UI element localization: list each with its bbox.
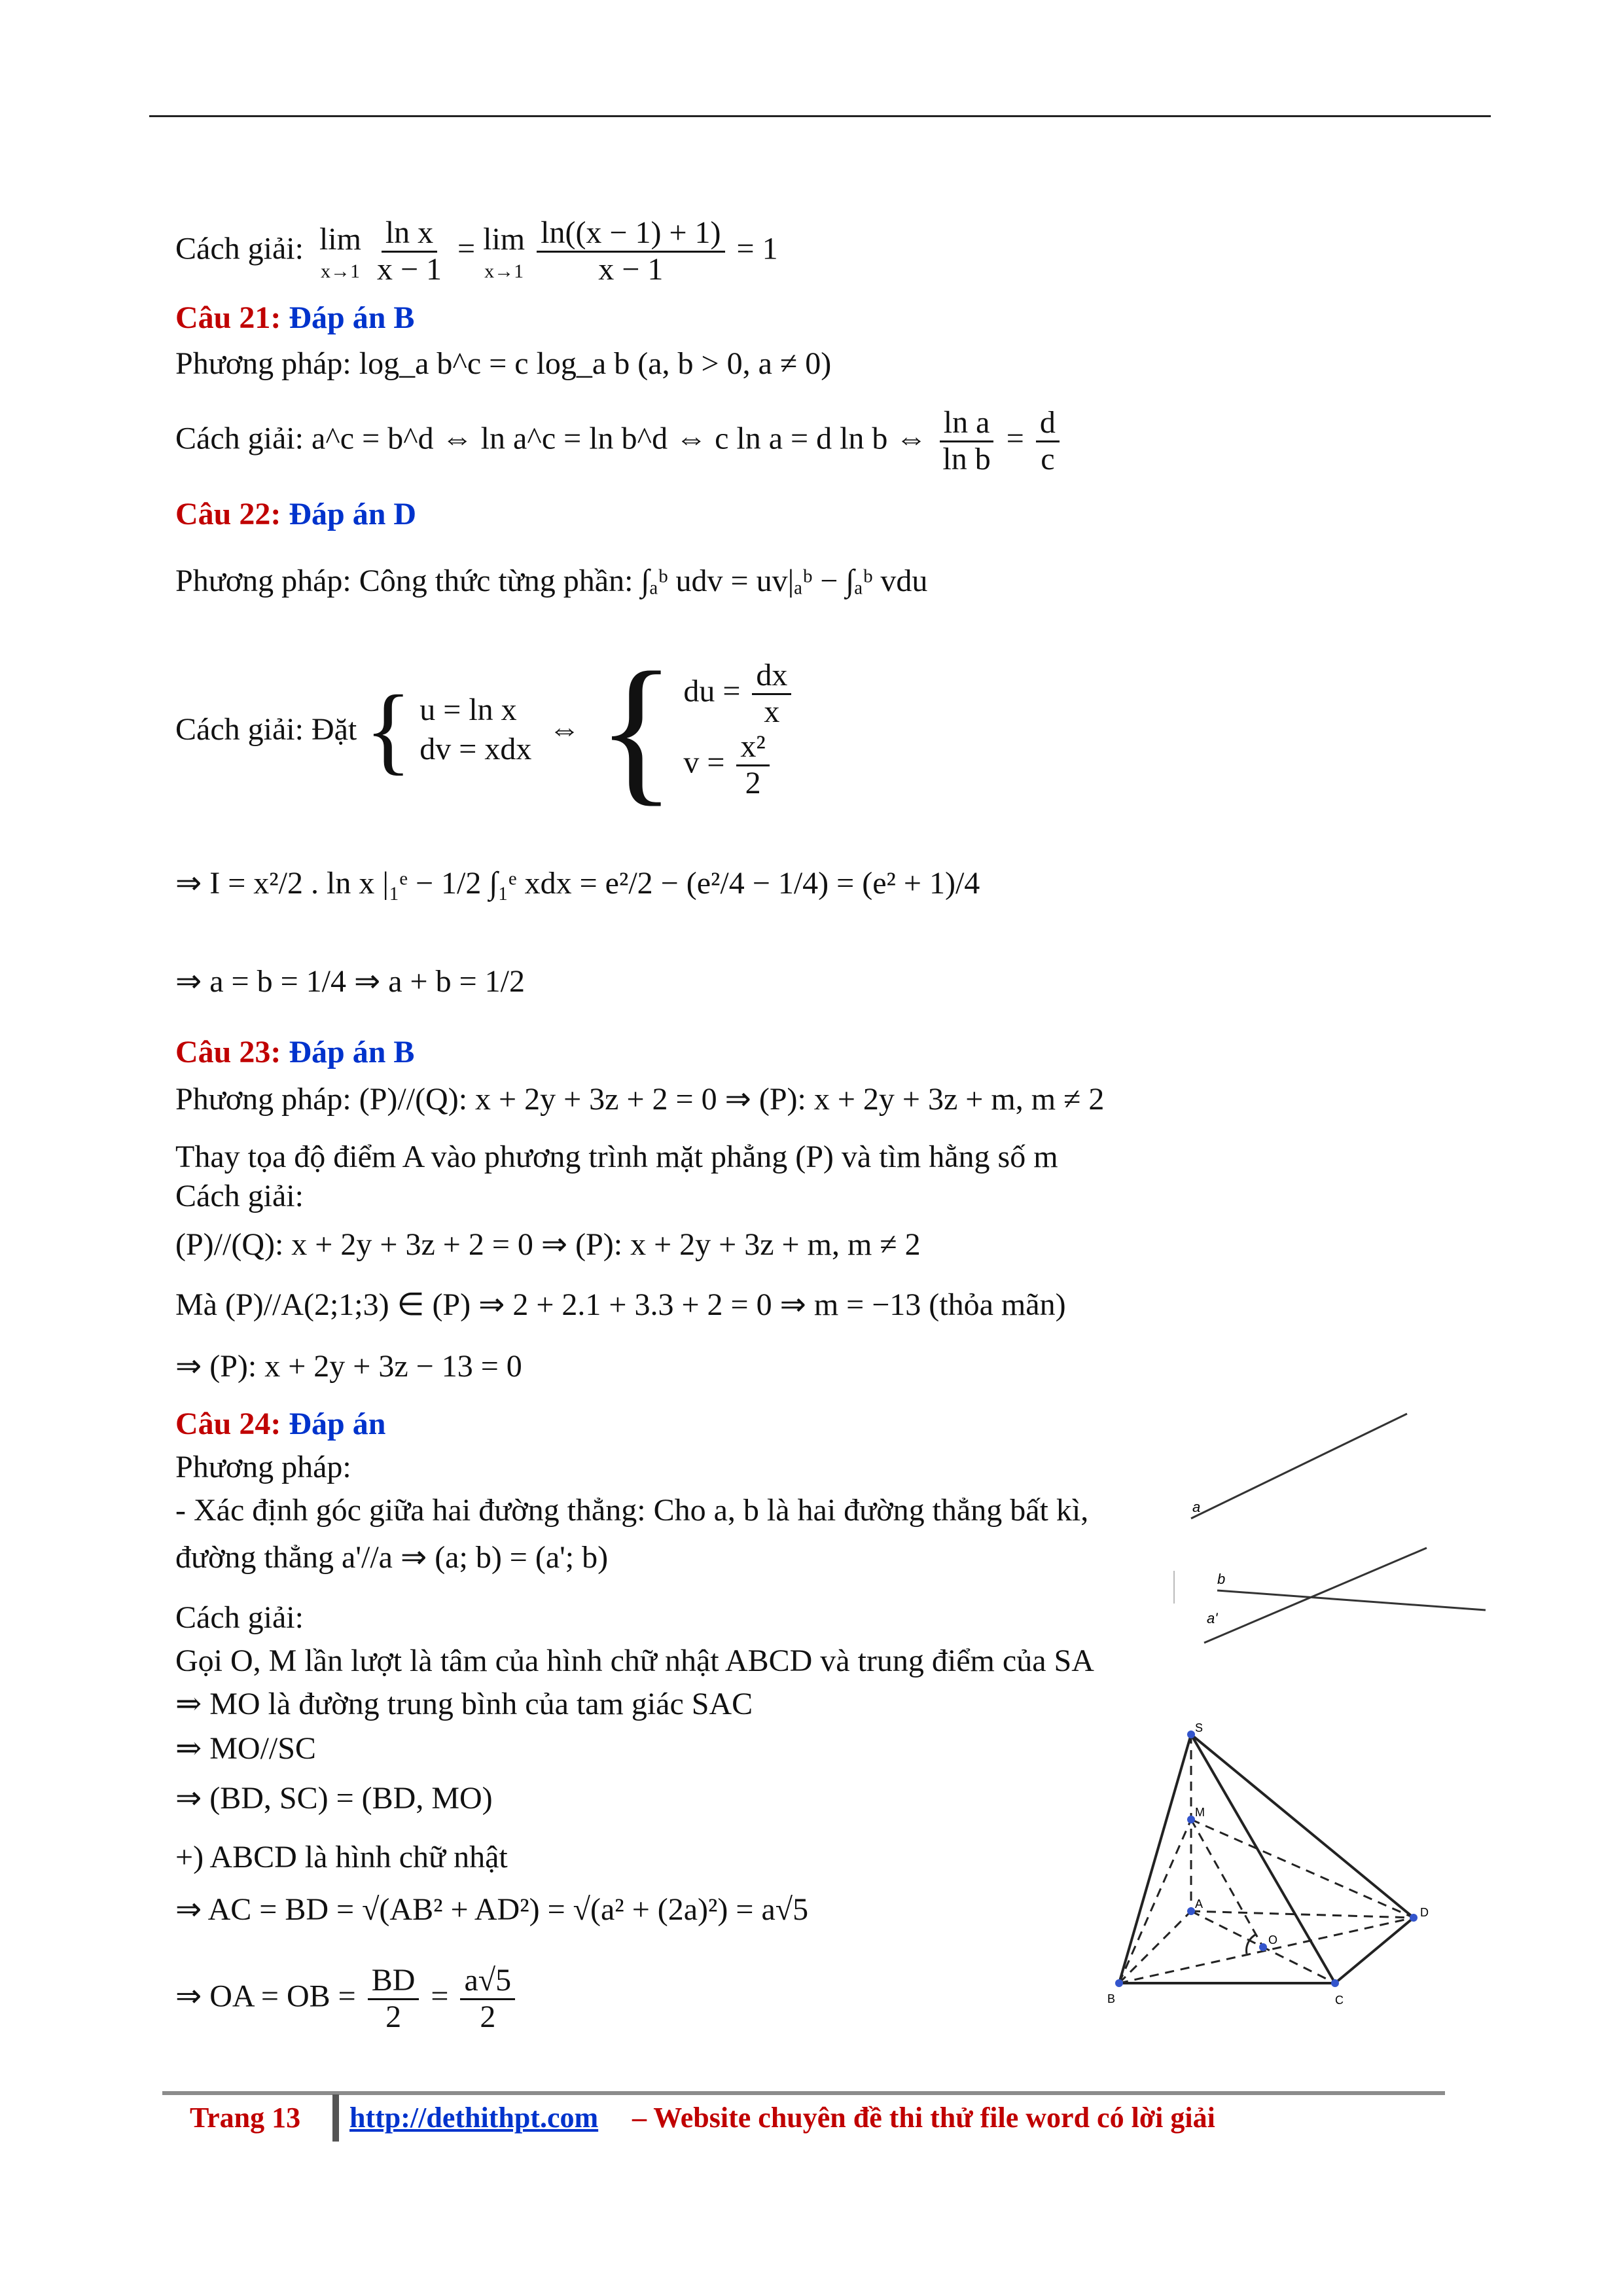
q24-line-5: +) ABCD là hình chữ nhật [175, 1840, 508, 1874]
vertex-A: A [1195, 1897, 1204, 1910]
q23-hint: Thay tọa độ điểm A vào phương trình mặt phẳng (P) và tìm hằng số m [175, 1139, 1058, 1174]
q24-solution-label: Cách giải: [175, 1600, 304, 1635]
q24-method-line-2: đường thẳng a'//a ⇒ (a; b) = (a'; b) [175, 1540, 609, 1575]
vertex-S: S [1195, 1721, 1204, 1734]
q20-solution: Cách giải: lim x→1 $\frac{\text{ln x}}{x - 1}$ = lim x→1 $\frac{\ln((x - 1) + 1)}{x - 1}$ = 1 [175, 215, 778, 287]
q24-line-1: Gọi O, M lần lượt là tâm của hình chữ nhật ABCD và trung điểm của SA [175, 1643, 1094, 1678]
vertex-D: D [1420, 1906, 1429, 1919]
line-b [1217, 1590, 1486, 1610]
q24-line-6: ⇒ AC = BD = √(AB² + AD²) = √(a² + (2a)²) = a√5 [175, 1892, 809, 1927]
q24-heading: Câu 24: Đáp án [175, 1407, 386, 1441]
line-a [1191, 1414, 1407, 1518]
q20-fraction-1: $\frac{\text{ln x}}{x - 1}$ [376, 215, 442, 287]
footer-website-link[interactable]: http://dethithpt.com [349, 2102, 599, 2134]
vertex-M: M [1195, 1806, 1205, 1819]
q23-line-2: Mà (P)//A(2;1;3) ∈ (P) ⇒ 2 + 2.1 + 3.3 + 2 = 0 ⇒ m = −13 (thỏa mãn) [175, 1287, 1066, 1322]
vertex-B: B [1107, 1992, 1116, 2005]
q21-fraction-1: $\frac{\text{ln a}}{\text{ln b}}$ [938, 406, 994, 477]
label-b: b [1217, 1571, 1226, 1587]
q22-step-1: ⇒ I = x²/2 . ln x |₁ᵉ − 1/2 ∫₁ᵉ xdx = e²/2 − (e²/4 − 1/4) = (e² + 1)/4 [175, 866, 980, 901]
footer-rule [162, 2091, 1445, 2095]
top-rule [149, 115, 1491, 117]
figure-parallel-lines [1165, 1407, 1505, 1656]
vertex-C: C [1335, 1994, 1344, 2007]
vertex-O: O [1268, 1933, 1278, 1946]
q24-line-4: ⇒ (BD, SC) = (BD, MO) [175, 1781, 493, 1816]
q23-heading: Câu 23: Đáp án B [175, 1035, 415, 1069]
footer-page-number: Trang 13 [190, 2102, 301, 2134]
label-a-prime: a' [1207, 1610, 1218, 1626]
line-a-prime [1204, 1548, 1427, 1643]
q23-line-1: (P)//(Q): x + 2y + 3z + 2 = 0 ⇒ (P): x + 2y + 3z + m, m ≠ 2 [175, 1227, 921, 1262]
q24-method-line-1: - Xác định góc giữa hai đường thẳng: Cho a, b là hai đường thẳng bất kì, [175, 1493, 1089, 1528]
q24-line-2: ⇒ MO là đường trung bình của tam giác SAC [175, 1687, 753, 1721]
label-a: a [1192, 1499, 1201, 1515]
q21-method: Phương pháp: log_a b^c = c log_a b (a, b > 0, a ≠ 0) [175, 346, 832, 381]
q20-fraction-2: $\frac{\ln((x - 1) + 1)}{x - 1}$ [537, 216, 724, 287]
footer-divider [332, 2094, 339, 2142]
q22-substitution: Cách giải: Đặt { u = ln x dv = xdx ⇔ { du = $\frac{dx}{x}$ v = $\frac{\text{x²}}{2}$ [175, 648, 795, 812]
q21-heading: Câu 21: Đáp án B [175, 300, 415, 335]
footer-tagline: – Website chuyên đề thi thử file word có lời giải [632, 2102, 1215, 2134]
q23-line-3: ⇒ (P): x + 2y + 3z − 13 = 0 [175, 1349, 522, 1384]
q23-solution-label: Cách giải: [175, 1179, 304, 1213]
q21-fraction-2: $\frac{d}{c}$ [1036, 406, 1060, 477]
q22-method: Phương pháp: Công thức từng phần: ∫ₐᵇ udv = uv|ₐᵇ − ∫ₐᵇ vdu [175, 564, 928, 598]
q21-solution: Cách giải: a^c = b^d ⇔ ln a^c = ln b^d ⇔ c ln a = d ln b ⇔ $\frac{\text{ln a}}{\text{ln b}}$ = $\frac{d}{c}$ [175, 406, 1063, 477]
figure-pyramid [1093, 1721, 1446, 2022]
q24-line-7: ⇒ OA = OB = $\frac{BD}{2}$ = $\frac{a√5}{2}$ [175, 1964, 519, 2035]
q24-method-label: Phương pháp: [175, 1450, 351, 1484]
q24-line-3: ⇒ MO//SC [175, 1731, 316, 1766]
q22-step-2: ⇒ a = b = 1/4 ⇒ a + b = 1/2 [175, 964, 525, 999]
q22-heading: Câu 22: Đáp án D [175, 497, 417, 531]
q23-method: Phương pháp: (P)//(Q): x + 2y + 3z + 2 = 0 ⇒ (P): x + 2y + 3z + m, m ≠ 2 [175, 1082, 1105, 1117]
